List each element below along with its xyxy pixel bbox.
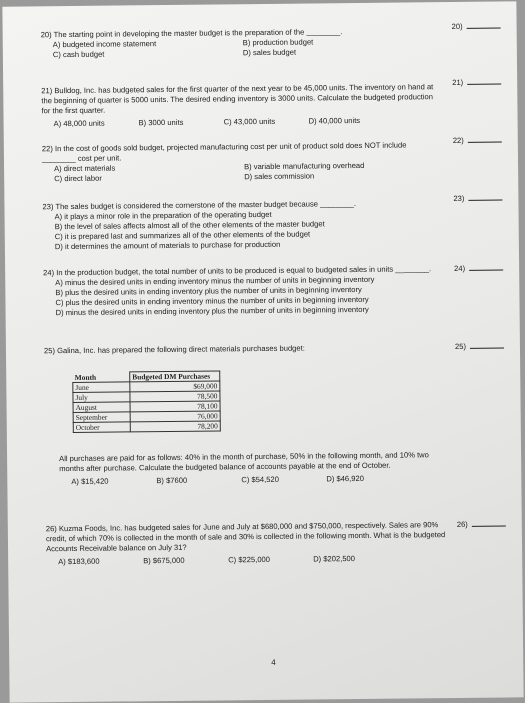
value-cell: 76,000 [130,411,220,422]
option-a: A) budgeted income statement [52,39,157,50]
option-d: D) sales budget [242,47,297,58]
answer-blank-22[interactable] [453,135,502,145]
question-20 [41,27,401,61]
option-c: C) 43,000 units [223,116,276,127]
value-cell: 78,200 [130,421,220,432]
answer-line [472,524,506,526]
option-d: D) $202,500 [313,554,356,564]
value-cell: 78,500 [130,391,220,402]
worksheet-page [2,1,523,702]
answer-blank-25[interactable] [455,341,504,351]
option-b: B) 3000 units [138,117,184,128]
option-c: C) $54,520 [241,474,279,485]
answer-blank-21[interactable] [452,77,501,87]
question-stem: 21) Bulldog, Inc. has budgeted sales for the first quarter of the next year to be 45,000 units. The inventory on hand at the beginning of quarter is 5000 units. The desired ending inventory is 3000 units. Calculate the budgeted production for the first quarter. [41,82,434,116]
answer-line [468,140,502,142]
option-d: D) it determines the amount of materials to purchase for production [54,239,281,252]
answer-label: 21) [452,77,464,88]
answer-line [469,268,503,270]
question-23 [42,198,443,252]
answer-label: 25) [454,341,466,351]
question-26 [46,520,446,567]
option-c: C) it is prepared last and summarizes all of the other elements of the budget [54,229,311,242]
answer-blank-23[interactable] [453,193,502,203]
value-cell: 78,100 [130,401,220,412]
option-b: B) plus the desired units in ending inventory plus the number of units in beginning inventory [55,284,362,298]
option-c: C) cash budget [52,49,105,60]
month-cell: July [73,392,130,403]
question-stem: 25) Galina, Inc. has prepared the following direct materials purchases budget: [43,343,305,356]
month-cell: June [73,382,130,393]
option-c: C) plus the desired units in ending inventory minus the number of units in beginning inventory [55,294,369,308]
value-cell: $69,000 [130,381,220,392]
option-d: D) 40,000 units [308,116,361,126]
question-stem: 24) In the production budget, the total number of units to be produced is equal to budgeted sales in units ________. [43,264,432,278]
option-b: B) the level of sales affects almost all of the other elements of the master budget [54,219,325,232]
page-number: 4 [271,657,276,667]
answer-blank-24[interactable] [454,263,503,273]
option-b: B) production budget [242,37,314,48]
answer-line [467,26,501,28]
option-b: B) $675,000 [143,555,185,566]
answer-line [468,198,502,200]
question-stem: 22) In the cost of goods sold budget, projected manufacturing cost per unit of product sold does NOT include ________ cost per unit. [41,140,407,164]
question-25-details [59,450,449,487]
answer-line [470,346,504,348]
answer-blank-26[interactable] [457,519,506,529]
option-a: A) $15,420 [71,476,109,487]
question-22 [42,140,442,184]
question-25 [44,342,444,356]
option-d: D) minus the desired units in ending inventory plus the number of units in beginning inventory [55,304,369,318]
header-budgeted-dm: Budgeted DM Purchases [130,371,220,382]
table-row [73,421,220,433]
month-cell: September [73,412,130,423]
option-a: A) $183,600 [58,556,100,567]
header-month: Month [73,372,130,383]
option-c: C) $225,000 [228,554,271,565]
option-a: A) direct materials [54,163,116,174]
answer-label: 24) [454,263,466,273]
answer-label: 26) [456,519,468,529]
answer-blank-20[interactable] [452,21,501,31]
answer-line [467,82,501,84]
question-stem: 20) The starting point in developing the master budget is the preparation of the ________. [40,27,343,40]
month-cell: August [73,402,130,413]
option-d: D) $46,920 [326,473,364,484]
answer-label: 23) [453,193,465,203]
option-d: D) sales commission [244,171,315,182]
question-text: All purchases are paid for as follows: 40% in the month of purchase, 50% in the following month, and 10% two months after purchase. Calculate the budgeted balance of accounts payable at the end of October. [59,450,429,474]
question-24 [43,264,444,318]
dm-purchases-table [72,370,221,433]
option-a: A) it plays a minor role in the preparation of the operating budget [54,209,272,222]
question-stem: 26) Kuzma Foods, Inc. has budgeted sales for June and July at $680,000 and $750,000, respectively. Sales are 90% credit, of which 70% is collected in the month of sale and 30% is collected in the following month. What is the budgeted Accounts Receivable balance on July 31? [45,520,446,554]
option-a: A) minus the desired units in ending inventory minus the number of units in beginning inventory [55,274,375,288]
option-c: C) direct labor [54,173,102,184]
option-b: B) variable manufacturing overhead [244,160,365,172]
answer-label: 20) [451,21,463,32]
question-21 [41,82,441,129]
option-b: B) $7600 [156,475,188,486]
option-a: A) 48,000 units [53,118,105,129]
month-cell: October [73,422,130,433]
answer-label: 22) [452,135,464,146]
question-stem: 23) The sales budget is considered the cornerstone of the master budget because ________. [42,199,357,212]
